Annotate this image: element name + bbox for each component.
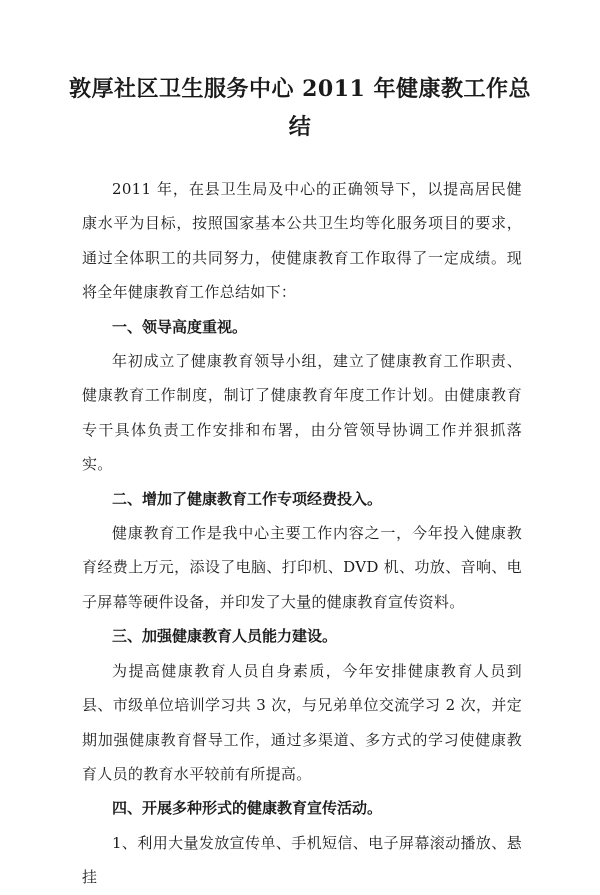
section-3-body: 为提高健康教育人员自身素质，今年安排健康教育人员到县、市级单位培训学习共 3 次，与兄弟单位交流学习 2 次，并定期加强健康教育督导工作，通过多渠道、多方式的学习使健康教育人员的教育水平较前有所提高。 [82,661,522,783]
section-4-body: 1、利用大量发放宣传单、手机短信、电子屏幕滚动播放、悬挂 [82,833,522,887]
intro-paragraph: 2011 年，在县卫生局及中心的正确领导下，以提高居民健康水平为目标，按照国家基本公共卫生均等化服务项目的要求，通过全体职工的共同努力，使健康教育工作取得了一定成绩。现将全年健康教育工作总结如下： [82,180,522,302]
document-body [82,172,522,895]
section-3-heading: 三、加强健康教育人员能力建设。 [112,627,338,646]
section-4-heading: 四、开展多种形式的健康教育宣传活动。 [112,799,383,818]
section-2-body: 健康教育工作是我中心主要工作内容之一，今年投入健康教育经费上万元，添设了电脑、打印机、DVD 机、功放、音响、电子屏幕等硬件设备，并印发了大量的健康教育宣传资料。 [82,524,522,611]
section-1-body: 年初成立了健康教育领导小组，建立了健康教育工作职责、健康教育工作制度，制订了健康教育年度工作计划。由健康教育专干具体负责工作安排和布署，由分管领导协调工作并狠抓落实。 [82,352,522,474]
section-1-heading: 一、领导高度重视。 [112,317,248,336]
section-2-heading: 二、增加了健康教育工作专项经费投入。 [112,489,383,508]
document-title: 敦厚社区卫生服务中心 2011 年健康教工作总结 [68,76,532,140]
